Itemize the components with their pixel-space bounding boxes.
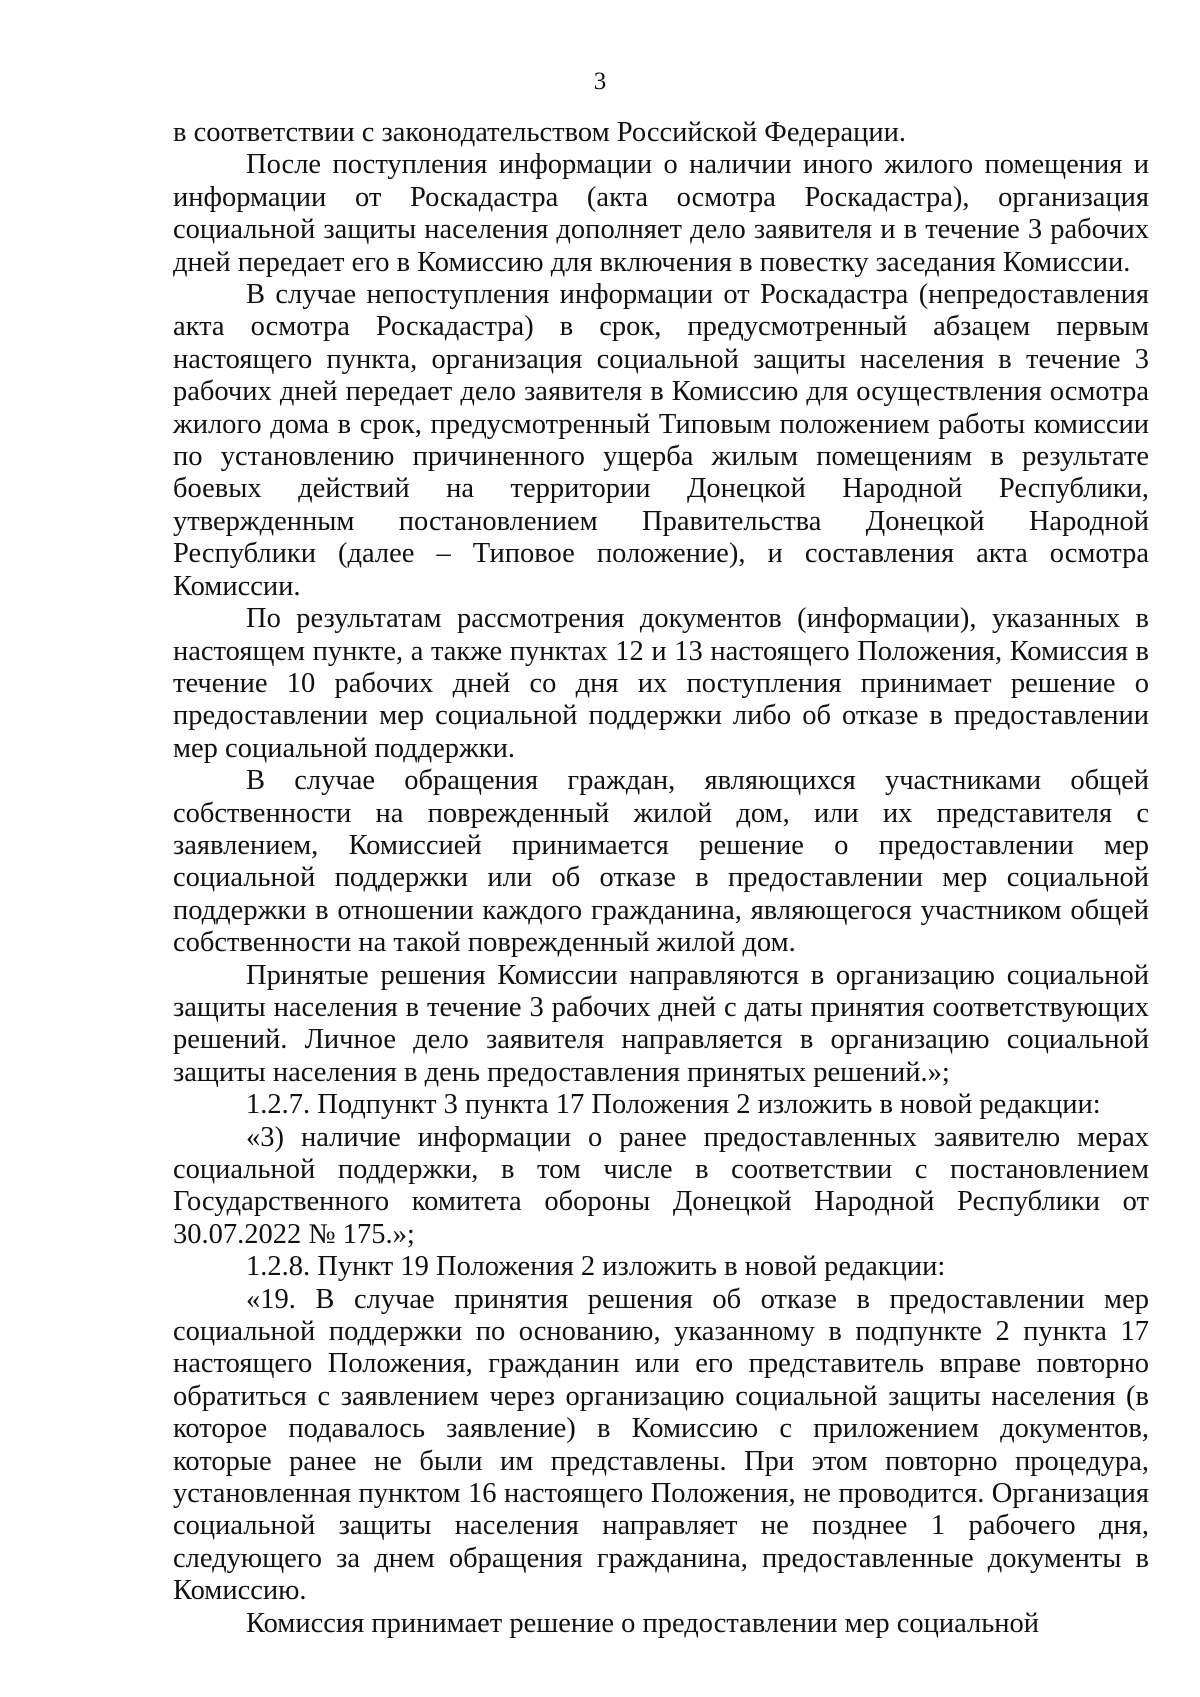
paragraph: В случае непоступления информации от Роскадастра (непредоставления акта осмотра Роскадастра) в срок, предусмотренный абзацем первым настоящего пункта, организация социальной защиты населения в течение 3 рабочих дней передает дело заявителя в Комиссию для осуществления осмотра жилого дома в срок, предусмотренный Типовым положением работы комиссии по установлению причиненного ущерба жилым помещениям в результате боевых действий на территории Донецкой Народной Республики, утвержденным постановлением Правительства Донецкой Народной Республики (далее – Типовое положение), и составления акта осмотра Комиссии. [173,279,1149,602]
paragraph: 1.2.7. Подпункт 3 пункта 17 Положения 2 изложить в новой редакции: [246,1089,1101,1121]
page-number: 3 [593,68,607,95]
paragraph: «3) наличие информации о ранее предоставленных заявителю мерах социальной поддержки, в том числе в соответствии с постановлением Государственного комитета обороны Донецкой Народной Республики от 30.07.2022 № 175.»; [173,1121,1149,1250]
paragraph: В случае обращения граждан, являющихся участниками общей собственности на поврежденный жилой дом, или их представителя с заявлением, Комиссией принимается решение о предоставлении мер социальной поддержки или об отказе в предоставлении мер социальной поддержки в отношении каждого гражданина, являющегося участником общей собственности на такой поврежденный жилой дом. [173,765,1149,959]
paragraph: «19. В случае принятия решения об отказе в предоставлении мер социальной поддержки по основанию, указанному в подпункте 2 пункта 17 настоящего Положения, гражданин или его представитель вправе повторно обратиться с заявлением через организацию социальной защиты населения (в которое подавалось заявление) в Комиссию с приложением документов, которые ранее не были им представлены. При этом повторно процедура, установленная пунктом 16 настоящего Положения, не проводится. Организация социальной защиты населения направляет не позднее 1 рабочего дня, следующего за днем обращения гражданина, предоставленные документы в Комиссию. [173,1283,1149,1607]
paragraph: По результатам рассмотрения документов (информации), указанных в настоящем пункте, а также пунктах 12 и 13 настоящего Положения, Комиссия в течение 10 рабочих дней со дня их поступления принимает решение о предоставлении мер социальной поддержки либо об отказе в предоставлении мер социальной поддержки. [173,603,1149,764]
paragraph: 1.2.8. Пункт 19 Положения 2 изложить в новой редакции: [246,1251,946,1283]
document-body [173,117,1149,1640]
paragraph: в соответствии с законодательством Российской Федерации. [173,117,907,148]
paragraph: Комиссия принимает решение о предоставлении мер социальной [246,1607,1040,1639]
paragraph: Принятые решения Комиссии направляются в организацию социальной защиты населения в течение 3 рабочих дней с даты принятия соответствующих решений. Личное дело заявителя направляется в организацию социальной защиты населения в день предоставления принятых решений.»; [173,959,1149,1088]
paragraph: После поступления информации о наличии иного жилого помещения и информации от Роскадастра (акта осмотра Роскадастра), организация социальной защиты населения дополняет дело заявителя и в течение 3 рабочих дней передает его в Комиссию для включения в повестку заседания Комиссии. [173,149,1149,278]
